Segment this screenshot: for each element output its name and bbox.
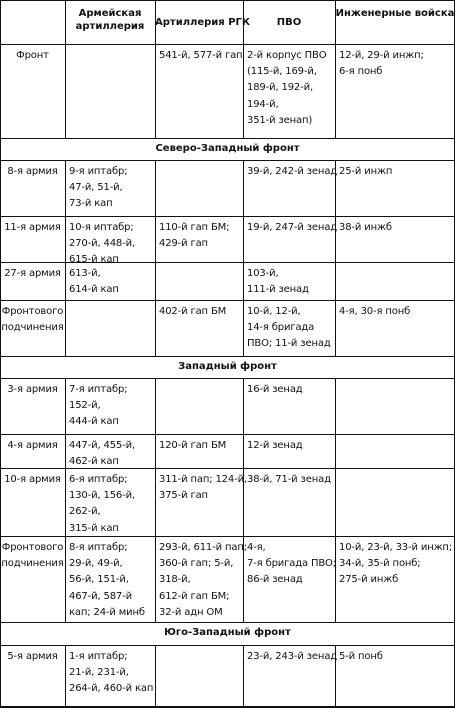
column-rule xyxy=(65,434,66,468)
cell-line: 39-й, 242-й зенад xyxy=(247,166,338,177)
cell-line: 402-й гап БМ xyxy=(159,306,227,317)
cell-line: 10-й, 23-й, 33-й инжп; xyxy=(339,542,453,553)
row-label xyxy=(0,382,65,398)
header-rule xyxy=(0,44,455,45)
cell-engineers xyxy=(339,164,392,180)
cell-line: 32-й адн ОМ xyxy=(159,606,223,618)
cell-army-artillery xyxy=(69,472,135,537)
column-rule xyxy=(65,378,66,434)
cell-line: 38-й инжб xyxy=(339,222,392,233)
cell-engineers xyxy=(339,304,410,320)
cell-line: Фронтового xyxy=(1,306,64,317)
cell-line: 194-й, xyxy=(247,98,279,110)
cell-line: 7-я иптабр; xyxy=(69,384,128,395)
cell-line: 10-я армия xyxy=(4,474,61,485)
cell-rgk-artillery xyxy=(159,48,242,64)
column-rule xyxy=(0,0,1,707)
column-rule xyxy=(243,160,244,216)
cell-line: 315-й кап xyxy=(69,522,119,534)
cell-line: 262-й, xyxy=(69,506,101,518)
column-rule xyxy=(335,434,336,468)
cell-air-defense xyxy=(247,164,337,180)
cell-line: 275-й инжб xyxy=(339,574,399,586)
column-rule xyxy=(65,44,66,138)
cell-line: 16-й зенад xyxy=(247,384,303,395)
cell-line: 6-я иптабр; xyxy=(69,474,128,485)
cell-rgk-artillery xyxy=(159,540,247,621)
cell-line: 9-я иптабр; xyxy=(69,166,128,177)
section-rule xyxy=(0,378,455,379)
cell-line: 47-й, 51-й, xyxy=(69,182,123,194)
row-label xyxy=(0,48,65,64)
cell-line: 10-я иптабр; xyxy=(69,222,134,233)
cell-engineers xyxy=(339,220,392,236)
row-rule xyxy=(0,434,455,435)
column-rule xyxy=(335,262,336,300)
cell-line: 8-я армия xyxy=(7,166,58,177)
column-rule xyxy=(65,216,66,262)
cell-line: 25-й инжп xyxy=(339,166,393,177)
cell-line: 21-й, 231-й, xyxy=(69,667,129,679)
cell-line: 467-й, 587-й xyxy=(69,590,132,602)
cell-army-artillery xyxy=(69,540,145,621)
cell-line: подчинения xyxy=(1,558,64,570)
cell-line: Фронт xyxy=(16,50,49,61)
cell-line: 360-й гап; 5-й, xyxy=(159,558,234,570)
column-rule xyxy=(243,300,244,356)
section-rule xyxy=(0,645,455,646)
row-label xyxy=(0,164,65,180)
column-rule xyxy=(243,44,244,138)
cell-line: 34-й, 35-й понб; xyxy=(339,558,421,570)
cell-line: 613-й, xyxy=(69,268,101,279)
cell-line: 19-й, 247-й зенад xyxy=(247,222,338,233)
cell-air-defense xyxy=(247,382,303,398)
column-rule xyxy=(335,44,336,138)
row-rule xyxy=(0,356,455,357)
column-rule xyxy=(155,300,156,356)
column-rule xyxy=(65,160,66,216)
cell-line: подчинения xyxy=(1,322,64,334)
row-rule xyxy=(0,262,455,263)
frame-top xyxy=(0,0,455,1)
column-rule xyxy=(243,434,244,468)
cell-line: 614-й кап xyxy=(69,284,119,296)
cell-air-defense xyxy=(247,48,326,129)
cell-line: 429-й гап xyxy=(159,238,208,250)
column-rule xyxy=(155,160,156,216)
column-rule xyxy=(155,645,156,707)
cell-line: 3-я армия xyxy=(7,384,58,395)
column-rule xyxy=(335,378,336,434)
cell-line: 86-й зенад xyxy=(247,574,303,586)
row-rule xyxy=(0,622,455,623)
column-rule xyxy=(335,468,336,536)
header-air-defense: ПВО xyxy=(276,17,302,28)
cell-line: 12-й, 29-й инжп; xyxy=(339,50,424,61)
cell-line: (115-й, 169-й, xyxy=(247,66,317,78)
cell-line: кап; 24-й минб xyxy=(69,606,145,618)
cell-line: 110-й гап БМ; xyxy=(159,222,230,233)
row-label xyxy=(0,266,65,282)
column-rule xyxy=(65,0,66,44)
cell-line: 120-й гап БМ xyxy=(159,440,227,451)
column-rule xyxy=(243,0,244,44)
cell-line: 375-й гап xyxy=(159,490,208,502)
cell-line: Фронтового xyxy=(1,542,64,553)
row-rule xyxy=(0,468,455,469)
cell-line: 14-я бригада xyxy=(247,322,315,334)
cell-line: 5-й понб xyxy=(339,651,383,662)
column-rule xyxy=(155,262,156,300)
cell-line: 189-й, 192-й, xyxy=(247,82,313,94)
cell-line: 264-й, 460-й кап xyxy=(69,683,154,695)
column-rule xyxy=(243,378,244,434)
column-rule xyxy=(65,262,66,300)
column-rule xyxy=(243,645,244,707)
column-rule xyxy=(155,536,156,622)
column-rule xyxy=(155,378,156,434)
row-label xyxy=(0,540,65,572)
cell-air-defense xyxy=(247,266,309,298)
cell-army-artillery xyxy=(69,649,153,698)
row-label xyxy=(0,472,65,488)
cell-line: 6-я понб xyxy=(339,66,383,78)
section-rule xyxy=(0,160,455,161)
cell-rgk-artillery xyxy=(159,304,226,320)
cell-line: 27-я армия xyxy=(4,268,61,279)
cell-line: 111-й зенад xyxy=(247,284,309,296)
cell-line: 311-й пап; 124-й, xyxy=(159,474,247,485)
section-heading: Юго-Западный фронт xyxy=(164,627,291,638)
header-army-artillery: Армейская артиллерия xyxy=(75,8,145,32)
cell-line: 103-й, xyxy=(247,268,279,279)
cell-line: 130-й, 156-й, xyxy=(69,490,135,502)
row-label xyxy=(0,304,65,336)
cell-engineers xyxy=(339,649,383,665)
cell-line: 444-й кап xyxy=(69,416,119,428)
row-rule xyxy=(0,536,455,537)
cell-air-defense xyxy=(247,304,331,353)
column-rule xyxy=(65,645,66,707)
cell-line: 73-й кап xyxy=(69,198,113,210)
column-rule xyxy=(335,0,336,44)
cell-line: 7-я бригада ПВО; xyxy=(247,558,337,570)
cell-rgk-artillery xyxy=(159,220,229,252)
column-rule xyxy=(65,468,66,536)
cell-army-artillery xyxy=(69,266,119,298)
cell-line: 38-й, 71-й зенад xyxy=(247,474,331,485)
cell-army-artillery xyxy=(69,438,135,470)
cell-line: 29-й, 49-й, xyxy=(69,558,123,570)
cell-air-defense xyxy=(247,220,337,236)
column-rule xyxy=(155,216,156,262)
cell-engineers xyxy=(339,540,452,589)
cell-line: 351-й зенап) xyxy=(247,114,313,126)
column-rule xyxy=(155,434,156,468)
cell-line: 541-й, 577-й гап xyxy=(159,50,243,61)
cell-line: 23-й, 243-й зенад xyxy=(247,651,338,662)
cell-rgk-artillery xyxy=(159,472,247,504)
cell-army-artillery xyxy=(69,164,127,213)
cell-line: 5-я армия xyxy=(7,651,58,662)
cell-army-artillery xyxy=(69,382,127,431)
cell-air-defense xyxy=(247,540,336,589)
cell-air-defense xyxy=(247,438,303,454)
column-rule xyxy=(65,300,66,356)
cell-line: 4-я, 30-я понб xyxy=(339,306,411,317)
cell-line: 612-й гап БМ; xyxy=(159,590,230,602)
cell-air-defense xyxy=(247,649,337,665)
cell-line: 462-й кап xyxy=(69,456,119,468)
cell-line: 8-я иптабр; xyxy=(69,542,128,553)
row-label xyxy=(0,649,65,665)
cell-line: 293-й, 611-й пап; xyxy=(159,542,247,553)
column-rule xyxy=(155,0,156,44)
header-engineers: Инженерные войска xyxy=(335,8,455,19)
cell-engineers xyxy=(339,48,424,80)
row-label xyxy=(0,220,65,236)
row-rule xyxy=(0,138,455,139)
column-rule xyxy=(155,468,156,536)
column-rule xyxy=(155,44,156,138)
cell-line: 2-й корпус ПВО xyxy=(247,50,327,61)
cell-line: ПВО; 11-й зенад xyxy=(247,338,331,350)
cell-air-defense xyxy=(247,472,331,488)
column-rule xyxy=(243,216,244,262)
row-rule xyxy=(0,300,455,301)
section-heading: Западный фронт xyxy=(178,361,277,372)
cell-line: 56-й, 151-й, xyxy=(69,574,129,586)
cell-line: 12-й зенад xyxy=(247,440,303,451)
column-rule xyxy=(243,262,244,300)
cell-line: 615-й кап xyxy=(69,254,119,266)
section-heading: Северо-Западный фронт xyxy=(155,143,300,154)
cell-line: 4-я, xyxy=(247,542,266,553)
cell-rgk-artillery xyxy=(159,438,226,454)
header-rgk-artillery: Артиллерия РГК xyxy=(155,17,251,28)
cell-line: 1-я иптабр; xyxy=(69,651,128,662)
cell-line: 152-й, xyxy=(69,400,101,412)
row-label xyxy=(0,438,65,454)
cell-line: 4-я армия xyxy=(7,440,58,451)
row-rule xyxy=(0,216,455,217)
cell-line: 11-я армия xyxy=(4,222,61,233)
cell-line: 270-й, 448-й, xyxy=(69,238,135,250)
cell-line: 318-й, xyxy=(159,574,191,586)
cell-line: 10-й, 12-й, xyxy=(247,306,301,317)
column-rule xyxy=(65,536,66,622)
cell-line: 447-й, 455-й, xyxy=(69,440,135,451)
column-rule xyxy=(335,300,336,356)
